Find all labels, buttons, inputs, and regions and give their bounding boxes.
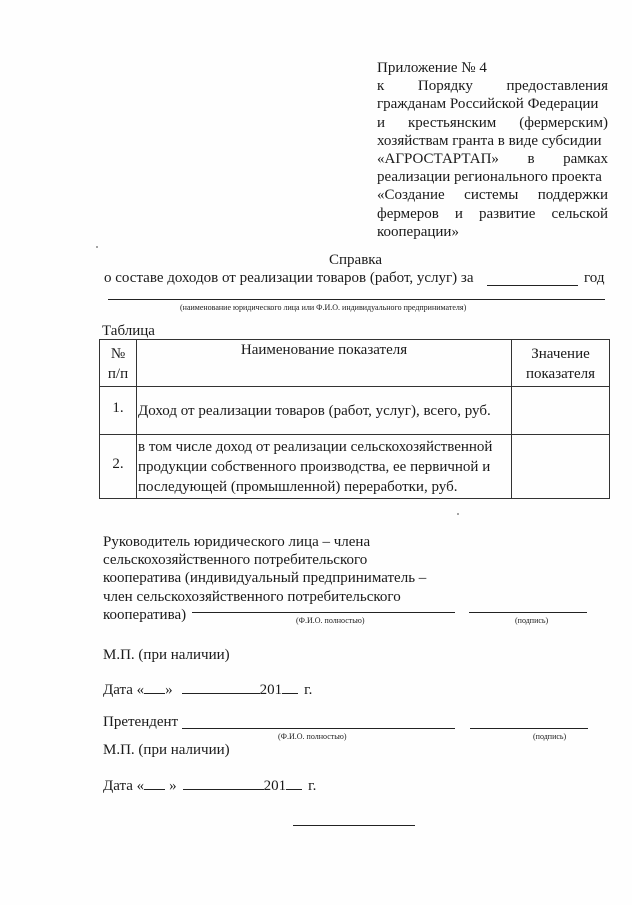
appendix-line bbox=[377, 132, 608, 150]
stamp-label-2: М.П. (при наличии) bbox=[103, 742, 230, 758]
appendix-title: Приложение № 4 bbox=[377, 60, 487, 76]
date-suffix: г. bbox=[304, 682, 313, 698]
appendix-word: гражданам Российской Федерации bbox=[377, 96, 599, 113]
closing-separator bbox=[293, 825, 415, 826]
appendix-line bbox=[377, 95, 608, 113]
date-day-blank bbox=[144, 789, 165, 790]
date-month-blank bbox=[182, 693, 260, 694]
appendix-word: к bbox=[377, 78, 385, 95]
appendix-line bbox=[377, 150, 608, 168]
appendix-word: «АГРОСТАРТАП» bbox=[377, 151, 499, 168]
appendix-line bbox=[377, 77, 608, 95]
row-name bbox=[137, 435, 512, 499]
date-month-blank bbox=[183, 789, 264, 790]
scan-speck bbox=[457, 513, 459, 515]
header-value-line1: Значение bbox=[531, 346, 590, 362]
header-value-line2: показателя bbox=[525, 366, 596, 382]
table-row bbox=[100, 435, 610, 499]
row-num: 2. bbox=[100, 435, 137, 499]
document-title: Справка bbox=[329, 252, 382, 268]
appendix-word: предоставления bbox=[506, 78, 608, 95]
date-day-blank bbox=[144, 693, 165, 694]
appendix-line bbox=[377, 168, 608, 186]
head-line: член сельскохозяйственного потребительского bbox=[103, 588, 401, 605]
row-value bbox=[512, 387, 610, 435]
appendix-word: крестьянским bbox=[408, 114, 497, 131]
row-num: 1. bbox=[100, 387, 137, 435]
head-line: Руководитель юридического лица – члена bbox=[103, 534, 371, 550]
stamp-label-1: М.П. (при наличии) bbox=[103, 647, 230, 663]
row-name bbox=[137, 387, 512, 435]
appendix-word: и bbox=[377, 114, 386, 131]
subtitle-year-word: год bbox=[584, 270, 605, 286]
entity-name-caption: (наименование юридического лица или Ф.И.О. индивидуального предпринимателя) bbox=[180, 303, 467, 312]
appendix-word: и bbox=[454, 205, 463, 222]
date-year: 201 bbox=[259, 682, 283, 698]
row-name-line: последующей (промышленной) переработки, руб. bbox=[138, 479, 458, 495]
appendix-line bbox=[377, 114, 608, 132]
applicant-signature-caption: (подпись) bbox=[533, 732, 567, 741]
row-name-line: продукции собственного производства, ее первичной и bbox=[138, 459, 491, 475]
date-prefix: Дата « bbox=[103, 682, 145, 698]
income-table bbox=[99, 339, 610, 499]
applicant-fio-caption: (Ф.И.О. полностью) bbox=[278, 732, 347, 741]
applicant-fio-line bbox=[182, 728, 455, 729]
entity-name-line bbox=[108, 299, 605, 300]
year-blank-line bbox=[487, 285, 578, 286]
head-signatory-text bbox=[103, 533, 426, 624]
appendix-word: (фермерским) bbox=[519, 114, 608, 131]
appendix-line bbox=[377, 186, 608, 204]
head-fio-caption: (Ф.И.О. полностью) bbox=[296, 616, 365, 625]
head-signature-line bbox=[469, 612, 587, 613]
row-name-line: в том числе доход от реализации сельскохозяйственной bbox=[138, 439, 493, 455]
appendix-word: «Создание bbox=[377, 187, 445, 204]
appendix-word: фермеров bbox=[377, 205, 439, 222]
head-signature-caption: (подпись) bbox=[515, 616, 549, 625]
head-line: кооператива) bbox=[103, 606, 187, 623]
header-num-line1: № bbox=[110, 346, 126, 362]
appendix-word: кооперации» bbox=[377, 223, 459, 240]
date-field-2 bbox=[103, 777, 316, 795]
header-value bbox=[512, 340, 610, 387]
date-field-1 bbox=[103, 681, 312, 699]
appendix-word: хозяйствам гранта в виде субсидии bbox=[377, 132, 602, 149]
applicant-label: Претендент bbox=[103, 714, 179, 730]
appendix-block bbox=[377, 59, 608, 241]
row-name-line: Доход от реализации товаров (работ, услуг), всего, руб. bbox=[138, 403, 491, 419]
date-mid: » bbox=[165, 682, 173, 698]
header-num bbox=[100, 340, 137, 387]
appendix-word: поддержки bbox=[537, 187, 608, 204]
appendix-word: системы bbox=[464, 187, 519, 204]
date-year-blank bbox=[282, 693, 298, 694]
date-mid: » bbox=[169, 778, 177, 794]
date-prefix: Дата « bbox=[103, 778, 145, 794]
applicant-signature-line bbox=[470, 728, 588, 729]
appendix-word: реализации регионального проекта bbox=[377, 169, 602, 186]
date-year: 201 bbox=[263, 778, 287, 794]
appendix-word: Порядку bbox=[417, 78, 473, 95]
row-value bbox=[512, 435, 610, 499]
date-year-blank bbox=[286, 789, 302, 790]
header-num-line2: п/п bbox=[107, 366, 129, 382]
header-name: Наименование показателя bbox=[137, 340, 512, 387]
appendix-word: рамках bbox=[563, 151, 608, 168]
appendix-line bbox=[377, 205, 608, 223]
date-suffix: г. bbox=[308, 778, 317, 794]
head-line: кооператива (индивидуальный предприниматель – bbox=[103, 570, 427, 587]
head-fio-line bbox=[192, 612, 455, 613]
scan-speck bbox=[96, 246, 98, 248]
table-label: Таблица bbox=[102, 323, 155, 339]
appendix-lines bbox=[377, 77, 608, 241]
document-subtitle: о составе доходов от реализации товаров (работ, услуг) за bbox=[104, 270, 474, 286]
head-line: сельскохозяйственного потребительского bbox=[103, 552, 368, 569]
appendix-line bbox=[377, 223, 608, 241]
appendix-word: в bbox=[527, 151, 535, 168]
appendix-word: развитие bbox=[478, 205, 536, 222]
appendix-word: сельской bbox=[551, 205, 608, 222]
table-row bbox=[100, 387, 610, 435]
table-header-row bbox=[100, 340, 610, 387]
